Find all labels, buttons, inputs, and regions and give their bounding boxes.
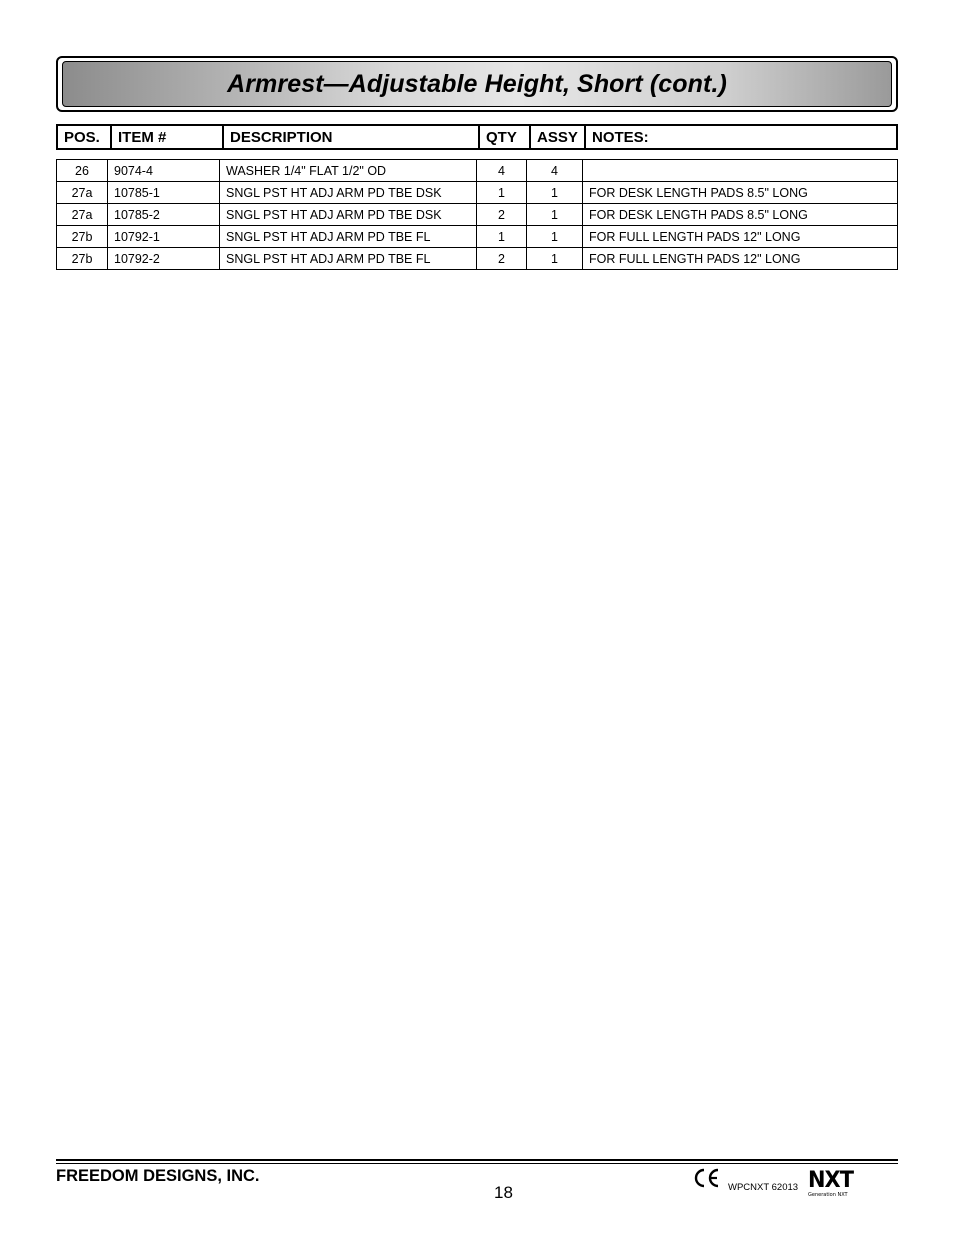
cell-assy: 1 bbox=[527, 204, 583, 226]
cell-qty: 2 bbox=[477, 204, 527, 226]
cell-pos: 27a bbox=[57, 204, 108, 226]
cell-qty: 2 bbox=[477, 248, 527, 270]
cell-assy: 1 bbox=[527, 182, 583, 204]
cell-item: 10785-1 bbox=[108, 182, 220, 204]
page-title: Armrest—Adjustable Height, Short (cont.) bbox=[227, 69, 727, 98]
cell-assy: 1 bbox=[527, 248, 583, 270]
parts-table-header bbox=[56, 124, 898, 150]
table-row bbox=[57, 160, 898, 182]
cell-qty: 4 bbox=[477, 160, 527, 182]
cell-notes bbox=[583, 160, 898, 182]
header-qty: QTY bbox=[478, 126, 529, 148]
cell-item: 9074-4 bbox=[108, 160, 220, 182]
table-row bbox=[57, 182, 898, 204]
cell-description: SNGL PST HT ADJ ARM PD TBE FL bbox=[220, 226, 477, 248]
cell-description: SNGL PST HT ADJ ARM PD TBE DSK bbox=[220, 204, 477, 226]
table-row bbox=[57, 204, 898, 226]
nxt-logo-word: NXT bbox=[808, 1168, 854, 1193]
cell-pos: 27b bbox=[57, 248, 108, 270]
cell-pos: 26 bbox=[57, 160, 108, 182]
cell-pos: 27b bbox=[57, 226, 108, 248]
parts-table bbox=[56, 159, 898, 270]
footer-divider bbox=[56, 1159, 898, 1161]
footer-divider-thin bbox=[56, 1163, 898, 1164]
nxt-logo-tagline: Generation NXT bbox=[808, 1192, 848, 1198]
header-item: ITEM # bbox=[110, 126, 222, 148]
document-code: WPCNXT 62013 bbox=[728, 1182, 799, 1193]
ce-mark-icon bbox=[692, 1167, 720, 1189]
cell-assy: 4 bbox=[527, 160, 583, 182]
cell-item: 10792-1 bbox=[108, 226, 220, 248]
header-assy: ASSY bbox=[529, 126, 584, 148]
table-row bbox=[57, 226, 898, 248]
cell-qty: 1 bbox=[477, 182, 527, 204]
cell-item: 10785-2 bbox=[108, 204, 220, 226]
header-description: DESCRIPTION bbox=[222, 126, 478, 148]
header-notes: NOTES: bbox=[584, 126, 896, 148]
cell-qty: 1 bbox=[477, 226, 527, 248]
title-banner bbox=[56, 56, 898, 112]
company-name: FREEDOM DESIGNS, INC. bbox=[56, 1167, 260, 1185]
cell-description: SNGL PST HT ADJ ARM PD TBE DSK bbox=[220, 182, 477, 204]
page-number: 18 bbox=[494, 1183, 513, 1202]
cell-notes: FOR FULL LENGTH PADS 12" LONG bbox=[583, 248, 898, 270]
cell-description: WASHER 1/4" FLAT 1/2" OD bbox=[220, 160, 477, 182]
cell-notes: FOR FULL LENGTH PADS 12" LONG bbox=[583, 226, 898, 248]
cell-pos: 27a bbox=[57, 182, 108, 204]
cell-notes: FOR DESK LENGTH PADS 8.5" LONG bbox=[583, 182, 898, 204]
cell-item: 10792-2 bbox=[108, 248, 220, 270]
table-row bbox=[57, 248, 898, 270]
title-banner-inner bbox=[62, 61, 892, 107]
nxt-logo bbox=[808, 1170, 855, 1198]
cell-notes: FOR DESK LENGTH PADS 8.5" LONG bbox=[583, 204, 898, 226]
header-pos: POS. bbox=[64, 128, 100, 146]
cell-assy: 1 bbox=[527, 226, 583, 248]
cell-description: SNGL PST HT ADJ ARM PD TBE FL bbox=[220, 248, 477, 270]
